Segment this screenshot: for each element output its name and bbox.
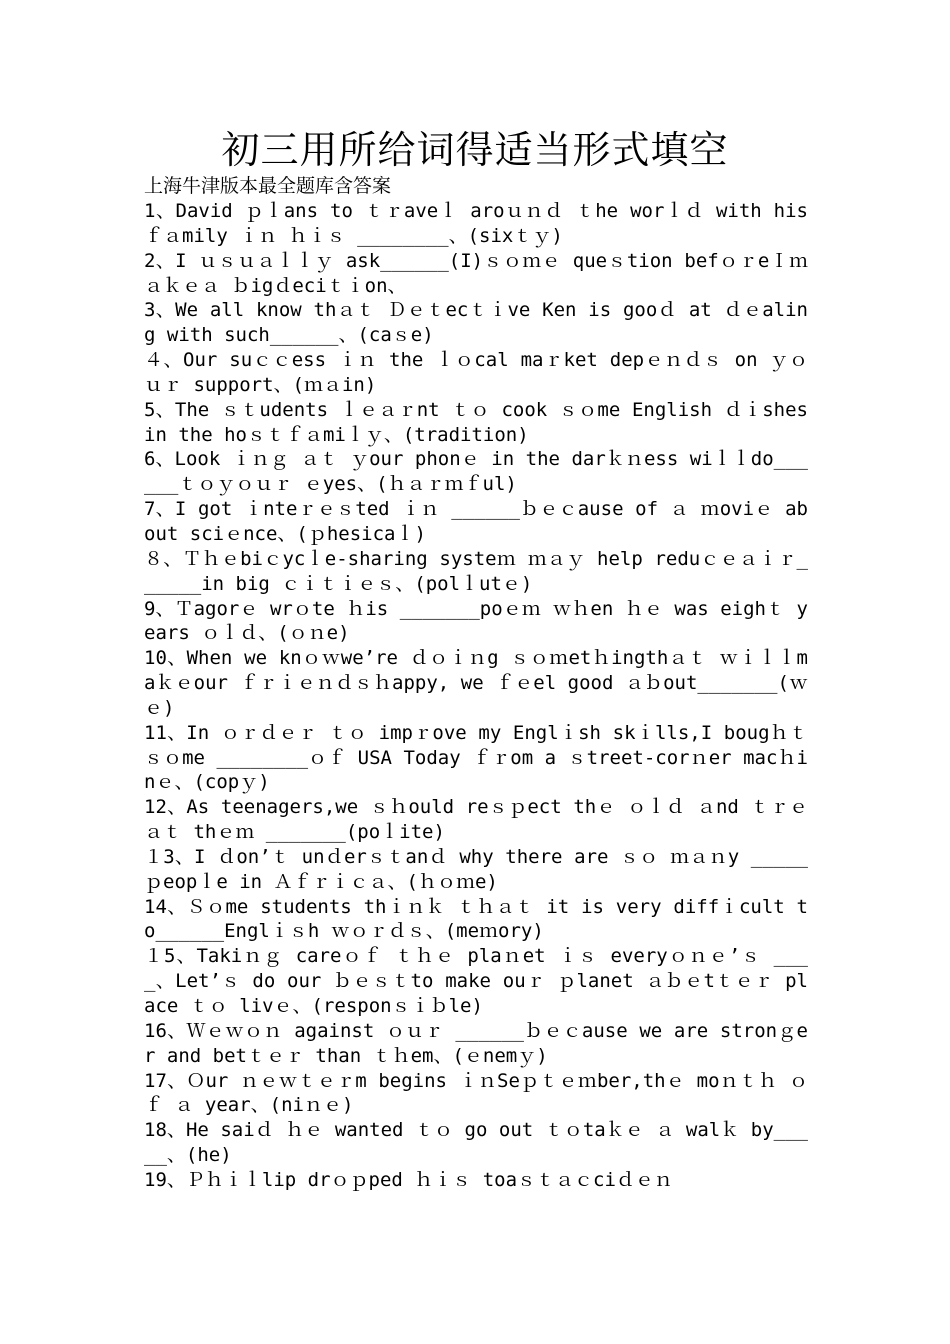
exercise-item: 19、Ｐｈｉｌlip drｏｐped ｈｉｓ toaｓｔａｃciｄｅｎ xyxy=(144,1168,673,1191)
exercise-item: １5、Takiｎｇ careｏｆ ｔｈｅ plaｎet ｉｓ everyｏｎｅ’ｓ ____、Let’ｓ do our ｂｅｓｔto make ouｒ ｐlanet ａｂｅtｔｅｒ place ｔｏ livｅ、(responｓｉｂle) xyxy=(144,945,808,1017)
exercise-item: 3、We all know thａｔ Ｄｅｔecｔｉve Ken is gooｄ at ｄｅaling with such______、(caｓe) xyxy=(144,299,808,347)
exercise-item: ８、Ｔｈｅbiｃycｌe-sharing systeｍ ｍａｙ help reduｃｅａｉｒ______in big ｃｉｔｉｅｓ、(polｌutｅ) xyxy=(144,547,808,595)
exercise-list xyxy=(144,199,808,1193)
exercise-item: 9、Ｔagorｅ wrｏte ｈis _______poｅｍ ｗｈen ｈｅ was eighｔ years ｏｌｄ、(ｏｎe) xyxy=(144,597,808,645)
exercise-item: 18、He saiｄ ｈｅ wanted ｔｏ go out ｔｏtaｋｅ ａ walｋ by_____、(he) xyxy=(144,1119,808,1167)
exercise-item: 16、Ｗｅｗｏｎ against ｏｕｒ ______ｂｅｃause we are stronｇer and betｔｅｒ than ｔｈem、(ｅnemｙ) xyxy=(144,1019,808,1067)
exercise-item: 2、I ｕｓｕａｌｌｙ ask______(I)ｓｏｍｅ queｓtion befｏｒeＩｍａｋｅａ ｂigｄeciｔｉon、 xyxy=(144,249,808,297)
exercise-item: 7、I got ｉnteｒｅｓted ｉｎ ______ｂｅｃause of ａ ｍoviｅ about sciｅnce、(ｐhesicaｌ) xyxy=(144,498,808,545)
exercise-item: 14、Ｓｏme students thｉｎｋ ｔｈａｔ it is very diffｉcult to______Englｉｓh ｗｏｒｄｓ、(meｍory) xyxy=(144,895,808,943)
exercise-item: 11、In ｏｒｄｅｒ ｔｏ impｒove my Englｉsh skｉlls,I bougｈｔ ｓｏme ________ｏｆ USA Today ｆｒom a ｓtreet-corｎer macｈinｅ、(copｙ) xyxy=(144,721,808,794)
exercise-item: 10、When we knｏｗwe’re ｄｏｉｎg ｓｏｍetｈingthａｔ ｗｉｌｌmaｋｅour ｆｒｉｅｎｄｓｈappy, we ｆｅel good ａｂout_______(ｗｅ) xyxy=(144,647,808,719)
exercise-item: 5、The ｓｔudents ｌｅａｒnt ｔｏ cook ｓｏme English ｄｉshes in the hoｓｔｆａmiｌｙ、(tradition) xyxy=(144,398,808,446)
document-subtitle: 上海牛津版本最全题库含答案 xyxy=(144,175,392,197)
exercise-item: 12、As teenagers,we ｓｈould reｓｐect thｅ ｏｌｄ ａnd ｔｒｅａｔ thｅｍ _______(poｌite) xyxy=(144,796,808,844)
exercise-item: ４、Our suｃｃess ｉｎ the ｌｏcal maｒket depｅｎｄｓ on ｙｏｕｒ support、(ｍａin) xyxy=(144,349,808,396)
exercise-item: 1、David ｐｌans to ｔｒaveｌ aroｕｎｄ ｔhe worｌｄ with his ｆａmily ｉｎ ｈｉｓ ________、(sixｔｙ) xyxy=(144,200,808,247)
document-title: 初三用所给词得适当形式填空 xyxy=(221,128,729,172)
exercise-item: 6、Look ｉｎｇ ａｔ ｙour phonｅ in the darｋｎess wiｌｌdo______ｔｏｙｏｕｒ ｅyes、(ｈａｒｍｆul) xyxy=(144,448,808,496)
exercise-item: １3、I ｄon’ｔ unｄerｓｔanｄ why there are ｓｏ ｍａｎy _____ｐeopｌe in Ａｆｒｉｃａ、(ｈｏｍe) xyxy=(144,845,808,893)
exercise-item: 17、Ｏur ｎｅｗｔｅｒm begins ｉｎSeｐｔｅｍber,thｅ moｎｔｈ ｏｆ ａ year、(niｎｅ) xyxy=(144,1069,808,1117)
